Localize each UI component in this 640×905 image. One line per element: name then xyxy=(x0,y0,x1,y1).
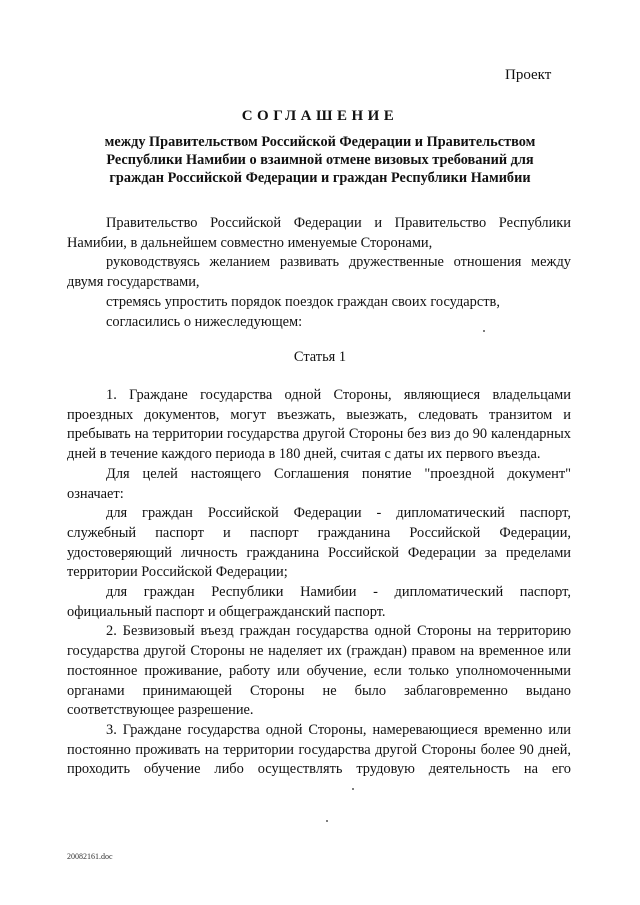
scan-speck xyxy=(483,330,485,332)
article-body xyxy=(67,386,571,780)
preamble-paragraph: согласились о нижеследующем: xyxy=(106,313,303,330)
preamble xyxy=(67,214,571,332)
document-subtitle xyxy=(60,133,580,187)
article-paragraph: 3. Граждане государства одной Стороны, намеревающиеся временно или постоянно проживать на территории государства другой Стороны более 90 дней, проходить обучение либо осуществлять трудовую деятельность на его xyxy=(67,721,571,778)
preamble-paragraph: Правительство Российской Федерации и Правительство Республики Намибии, в дальнейшем совместно именуемые Сторонами, xyxy=(67,215,571,251)
article-paragraph: для граждан Российской Федерации - дипломатический паспорт, служебный паспорт и паспорт гражданина Российской Федерации, удостоверяющий личность гражданина Российской Федерации за пределами территории Российской Федерации; xyxy=(67,505,571,581)
article-heading: Статья 1 xyxy=(293,349,347,365)
subtitle-line: между Правительством Российской Федерации и Правительством xyxy=(104,134,536,150)
file-reference: 20082161.doc xyxy=(67,852,113,861)
document-title: СОГЛАШЕНИЕ xyxy=(241,108,399,124)
draft-label: Проект xyxy=(505,67,552,83)
preamble-paragraph: стремясь упростить порядок поездок граждан своих государств, xyxy=(106,293,500,310)
article-paragraph: для граждан Республики Намибии - дипломатический паспорт, официальный паспорт и общегражданский паспорт. xyxy=(67,584,571,620)
scan-speck xyxy=(326,820,328,822)
subtitle-line: Республики Намибии о взаимной отмене визовых требований для xyxy=(106,152,534,168)
article-paragraph: 1. Граждане государства одной Стороны, являющиеся владельцами проездных документов, могут въезжать, выезжать, следовать транзитом и пребывать на территории государства другой Стороны без виз до 90 календарных дней в течение каждого периода в 180 дней, считая с даты их первого въезда. xyxy=(67,387,571,463)
subtitle-line: граждан Российской Федерации и граждан Республики Намибии xyxy=(109,170,531,186)
article-paragraph: Для целей настоящего Соглашения понятие "проездной документ" означает: xyxy=(67,465,571,502)
article-paragraph: 2. Безвизовый въезд граждан государства одной Стороны на территорию государства другой Стороны не наделяет их (граждан) правом на временное или постоянное проживание, работу или обучение, если только уполномоченными органами принимающей Стороны не было заблаговременно выдано соответствующее разрешение. xyxy=(67,623,571,719)
scan-speck xyxy=(352,788,354,790)
preamble-paragraph: руководствуясь желанием развивать дружественные отношения между двумя государствами, xyxy=(67,254,571,291)
